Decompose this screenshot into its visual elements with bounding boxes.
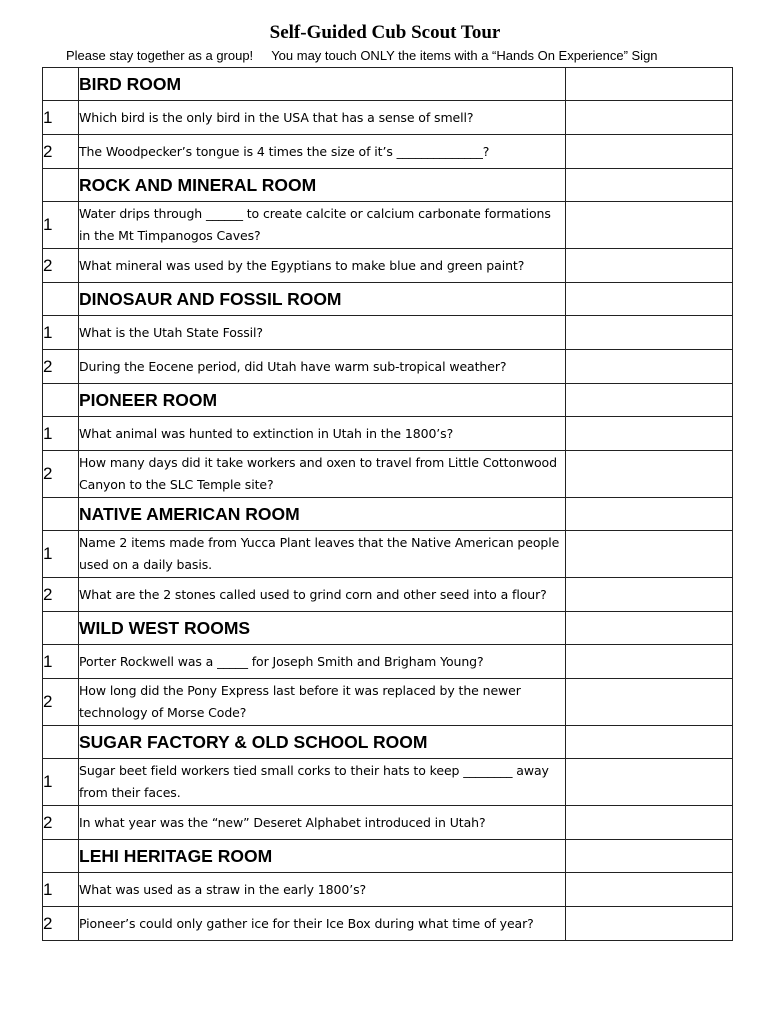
question-text: What are the 2 stones called used to grind corn and other seed into a flour?	[79, 578, 566, 612]
question-text: How many days did it take workers and oxen to travel from Little Cottonwood Canyon to the SLC Temple site?	[79, 451, 566, 498]
room-heading-row	[43, 726, 733, 759]
room-heading-row	[43, 498, 733, 531]
room-heading-row	[43, 840, 733, 873]
question-number: 2	[43, 578, 79, 612]
instructions-left: Please stay together as a group!	[66, 48, 254, 63]
question-text: What was used as a straw in the early 1800’s?	[79, 873, 566, 907]
room-heading: NATIVE AMERICAN ROOM	[79, 498, 566, 531]
answer-cell[interactable]	[566, 578, 733, 612]
question-number: 2	[43, 806, 79, 840]
number-cell	[43, 169, 79, 202]
number-cell	[43, 384, 79, 417]
question-row	[43, 873, 733, 907]
question-text: In what year was the “new” Deseret Alphabet introduced in Utah?	[79, 806, 566, 840]
question-number: 1	[43, 316, 79, 350]
question-row	[43, 679, 733, 726]
answer-cell[interactable]	[566, 873, 733, 907]
room-heading: ROCK AND MINERAL ROOM	[79, 169, 566, 202]
room-heading: DINOSAUR AND FOSSIL ROOM	[79, 283, 566, 316]
question-text: Pioneer’s could only gather ice for their Ice Box during what time of year?	[79, 907, 566, 941]
number-cell	[43, 612, 79, 645]
room-heading-row	[43, 68, 733, 101]
answer-cell[interactable]	[566, 202, 733, 249]
question-text: The Woodpecker’s tongue is 4 times the size of it’s ______________?	[79, 135, 566, 169]
number-cell	[43, 283, 79, 316]
answer-cell	[566, 384, 733, 417]
question-number: 1	[43, 202, 79, 249]
answer-cell	[566, 612, 733, 645]
question-number: 1	[43, 759, 79, 806]
number-cell	[43, 840, 79, 873]
question-number: 2	[43, 679, 79, 726]
answer-cell[interactable]	[566, 531, 733, 578]
number-cell	[43, 498, 79, 531]
page-title: Self-Guided Cub Scout Tour	[269, 22, 501, 43]
tour-table	[42, 67, 733, 941]
answer-cell[interactable]	[566, 316, 733, 350]
question-number: 2	[43, 249, 79, 283]
room-heading: LEHI HERITAGE ROOM	[79, 840, 566, 873]
question-number: 2	[43, 451, 79, 498]
question-row	[43, 806, 733, 840]
question-text: What animal was hunted to extinction in Utah in the 1800’s?	[79, 417, 566, 451]
answer-cell[interactable]	[566, 451, 733, 498]
question-text: Sugar beet field workers tied small corks to their hats to keep ________ away from their faces.	[79, 759, 566, 806]
answer-cell[interactable]	[566, 759, 733, 806]
room-heading: BIRD ROOM	[79, 68, 566, 101]
question-row	[43, 135, 733, 169]
tour-table-body	[43, 68, 733, 941]
answer-cell	[566, 840, 733, 873]
room-heading: PIONEER ROOM	[79, 384, 566, 417]
answer-cell[interactable]	[566, 679, 733, 726]
instructions-right: You may touch ONLY the items with a “Hands On Experience” Sign	[271, 48, 658, 63]
question-number: 1	[43, 531, 79, 578]
question-text: What is the Utah State Fossil?	[79, 316, 566, 350]
question-number: 1	[43, 873, 79, 907]
number-cell	[43, 726, 79, 759]
question-text: Which bird is the only bird in the USA that has a sense of smell?	[79, 101, 566, 135]
answer-cell[interactable]	[566, 101, 733, 135]
room-heading: SUGAR FACTORY & OLD SCHOOL ROOM	[79, 726, 566, 759]
question-row	[43, 451, 733, 498]
question-text: Water drips through ______ to create calcite or calcium carbonate formations in the Mt Timpanogos Caves?	[79, 202, 566, 249]
question-number: 1	[43, 417, 79, 451]
question-number: 2	[43, 907, 79, 941]
answer-cell[interactable]	[566, 806, 733, 840]
room-heading-row	[43, 283, 733, 316]
answer-cell	[566, 283, 733, 316]
question-number: 1	[43, 645, 79, 679]
question-text: During the Eocene period, did Utah have warm sub-tropical weather?	[79, 350, 566, 384]
question-row	[43, 350, 733, 384]
question-row	[43, 578, 733, 612]
answer-cell[interactable]	[566, 350, 733, 384]
question-row	[43, 249, 733, 283]
question-number: 2	[43, 350, 79, 384]
answer-cell	[566, 726, 733, 759]
instructions	[66, 48, 746, 63]
question-text: Porter Rockwell was a _____ for Joseph Smith and Brigham Young?	[79, 645, 566, 679]
answer-cell[interactable]	[566, 645, 733, 679]
question-row	[43, 759, 733, 806]
question-number: 1	[43, 101, 79, 135]
question-text: How long did the Pony Express last before it was replaced by the newer technology of Morse Code?	[79, 679, 566, 726]
question-row	[43, 531, 733, 578]
room-heading-row	[43, 169, 733, 202]
room-heading-row	[43, 612, 733, 645]
question-row	[43, 645, 733, 679]
answer-cell	[566, 498, 733, 531]
question-text: What mineral was used by the Egyptians to make blue and green paint?	[79, 249, 566, 283]
question-row	[43, 316, 733, 350]
question-text: Name 2 items made from Yucca Plant leaves that the Native American people used on a daily basis.	[79, 531, 566, 578]
answer-cell[interactable]	[566, 135, 733, 169]
question-row	[43, 101, 733, 135]
question-number: 2	[43, 135, 79, 169]
answer-cell[interactable]	[566, 417, 733, 451]
answer-cell[interactable]	[566, 249, 733, 283]
room-heading-row	[43, 384, 733, 417]
answer-cell	[566, 169, 733, 202]
number-cell	[43, 68, 79, 101]
question-row	[43, 202, 733, 249]
answer-cell	[566, 68, 733, 101]
room-heading: WILD WEST ROOMS	[79, 612, 566, 645]
question-row	[43, 417, 733, 451]
answer-cell[interactable]	[566, 907, 733, 941]
question-row	[43, 907, 733, 941]
